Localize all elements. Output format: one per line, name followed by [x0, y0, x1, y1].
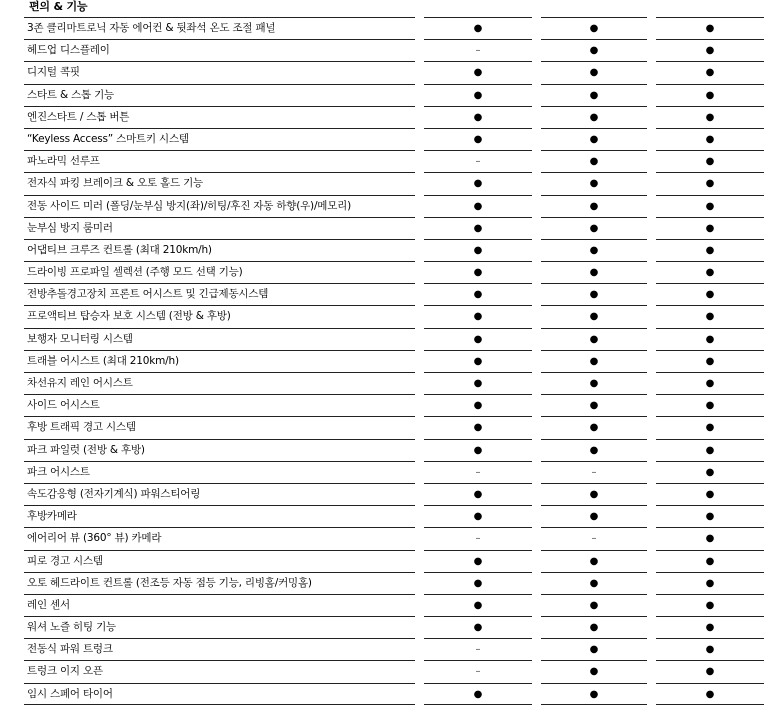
- standard-mark: ●: [424, 61, 532, 83]
- not-available-mark: –: [541, 461, 647, 483]
- table-row: [0, 239, 774, 261]
- standard-mark: ●: [656, 527, 764, 549]
- standard-mark: ●: [656, 439, 764, 461]
- standard-mark: ●: [424, 372, 532, 394]
- standard-mark: ●: [424, 350, 532, 372]
- standard-mark: ●: [656, 550, 764, 572]
- spec-table: [0, 17, 774, 705]
- standard-mark: ●: [424, 106, 532, 128]
- standard-mark: ●: [541, 17, 647, 39]
- not-available-mark: –: [424, 527, 532, 549]
- table-row: [0, 616, 774, 638]
- standard-mark: ●: [541, 195, 647, 217]
- standard-mark: ●: [424, 394, 532, 416]
- not-available-mark: –: [424, 150, 532, 172]
- standard-mark: ●: [424, 217, 532, 239]
- standard-mark: ●: [656, 350, 764, 372]
- not-available-mark: –: [541, 527, 647, 549]
- standard-mark: ●: [424, 128, 532, 150]
- standard-mark: ●: [656, 683, 764, 705]
- table-row: [0, 572, 774, 594]
- feature-label: 사이드 어시스트: [24, 394, 415, 416]
- feature-label: 에어리어 뷰 (360° 뷰) 카메라: [24, 527, 415, 549]
- standard-mark: ●: [541, 106, 647, 128]
- table-row: [0, 106, 774, 128]
- standard-mark: ●: [541, 638, 647, 660]
- standard-mark: ●: [424, 195, 532, 217]
- standard-mark: ●: [541, 217, 647, 239]
- table-row: [0, 660, 774, 682]
- standard-mark: ●: [656, 128, 764, 150]
- feature-label: 헤드업 디스플레이: [24, 39, 415, 61]
- standard-mark: ●: [656, 217, 764, 239]
- feature-label: 전방추돌경고장치 프론트 어시스트 및 긴급제동시스템: [24, 283, 415, 305]
- standard-mark: ●: [656, 150, 764, 172]
- not-available-mark: –: [424, 461, 532, 483]
- feature-label: 엔진스타트 / 스톱 버튼: [24, 106, 415, 128]
- table-row: [0, 550, 774, 572]
- standard-mark: ●: [541, 39, 647, 61]
- table-row: [0, 683, 774, 705]
- standard-mark: ●: [541, 594, 647, 616]
- standard-mark: ●: [541, 128, 647, 150]
- not-available-mark: –: [424, 39, 532, 61]
- feature-label: 어댑티브 크루즈 컨트롤 (최대 210km/h): [24, 239, 415, 261]
- feature-label: 3존 클리마트로닉 자동 에어컨 & 뒷좌석 온도 조절 패널: [24, 17, 415, 39]
- standard-mark: ●: [541, 572, 647, 594]
- standard-mark: ●: [656, 39, 764, 61]
- standard-mark: ●: [424, 17, 532, 39]
- standard-mark: ●: [541, 550, 647, 572]
- standard-mark: ●: [541, 416, 647, 438]
- standard-mark: ●: [424, 84, 532, 106]
- feature-label: 후방카메라: [24, 505, 415, 527]
- table-row: [0, 527, 774, 549]
- table-row: [0, 394, 774, 416]
- standard-mark: ●: [541, 394, 647, 416]
- feature-label: 드라이빙 프로파일 셀렉션 (주행 모드 선택 기능): [24, 261, 415, 283]
- feature-label: 피로 경고 시스템: [24, 550, 415, 572]
- standard-mark: ●: [541, 660, 647, 682]
- standard-mark: ●: [424, 550, 532, 572]
- standard-mark: ●: [656, 106, 764, 128]
- standard-mark: ●: [541, 84, 647, 106]
- standard-mark: ●: [424, 416, 532, 438]
- standard-mark: ●: [541, 61, 647, 83]
- section-title: 편의 & 기능: [29, 0, 88, 13]
- table-row: [0, 195, 774, 217]
- feature-label: “Keyless Access” 스마트키 시스템: [24, 128, 415, 150]
- table-row: [0, 17, 774, 39]
- standard-mark: ●: [541, 350, 647, 372]
- table-row: [0, 505, 774, 527]
- standard-mark: ●: [656, 638, 764, 660]
- standard-mark: ●: [656, 239, 764, 261]
- standard-mark: ●: [656, 17, 764, 39]
- feature-label: 워셔 노즐 히팅 기능: [24, 616, 415, 638]
- table-row: [0, 483, 774, 505]
- standard-mark: ●: [424, 239, 532, 261]
- table-row: [0, 217, 774, 239]
- feature-label: 파크 어시스트: [24, 461, 415, 483]
- standard-mark: ●: [656, 84, 764, 106]
- feature-label: 오토 헤드라이트 컨트롤 (전조등 자동 점등 기능, 리빙홈/커밍홈): [24, 572, 415, 594]
- not-available-mark: –: [424, 638, 532, 660]
- standard-mark: ●: [656, 283, 764, 305]
- feature-label: 트래블 어시스트 (최대 210km/h): [24, 350, 415, 372]
- standard-mark: ●: [541, 505, 647, 527]
- feature-label: 눈부심 방지 룸미러: [24, 217, 415, 239]
- standard-mark: ●: [541, 305, 647, 327]
- table-row: [0, 439, 774, 461]
- table-row: [0, 328, 774, 350]
- standard-mark: ●: [541, 439, 647, 461]
- feature-label: 전자식 파킹 브레이크 & 오토 홀드 기능: [24, 172, 415, 194]
- standard-mark: ●: [656, 461, 764, 483]
- standard-mark: ●: [656, 616, 764, 638]
- standard-mark: ●: [424, 572, 532, 594]
- feature-label: 트렁크 이지 오픈: [24, 660, 415, 682]
- feature-label: 레인 센서: [24, 594, 415, 616]
- standard-mark: ●: [656, 660, 764, 682]
- standard-mark: ●: [656, 483, 764, 505]
- standard-mark: ●: [541, 239, 647, 261]
- standard-mark: ●: [541, 150, 647, 172]
- standard-mark: ●: [656, 195, 764, 217]
- table-row: [0, 128, 774, 150]
- table-row: [0, 594, 774, 616]
- table-row: [0, 61, 774, 83]
- standard-mark: ●: [424, 261, 532, 283]
- feature-label: 디지털 콕핏: [24, 61, 415, 83]
- table-row: [0, 305, 774, 327]
- table-row: [0, 461, 774, 483]
- standard-mark: ●: [541, 483, 647, 505]
- standard-mark: ●: [656, 305, 764, 327]
- feature-label: 속도감응형 (전자기계식) 파워스티어링: [24, 483, 415, 505]
- standard-mark: ●: [656, 61, 764, 83]
- feature-label: 임시 스페어 타이어: [24, 683, 415, 705]
- feature-label: 차선유지 레인 어시스트: [24, 372, 415, 394]
- feature-label: 전동 사이드 미러 (폴딩/눈부심 방지(좌)/히팅/후진 자동 하향(우)/메모리): [24, 195, 415, 217]
- table-row: [0, 416, 774, 438]
- standard-mark: ●: [541, 683, 647, 705]
- table-row: [0, 638, 774, 660]
- standard-mark: ●: [541, 283, 647, 305]
- standard-mark: ●: [541, 172, 647, 194]
- table-row: [0, 261, 774, 283]
- standard-mark: ●: [424, 283, 532, 305]
- feature-label: 파노라믹 선루프: [24, 150, 415, 172]
- standard-mark: ●: [656, 261, 764, 283]
- standard-mark: ●: [424, 172, 532, 194]
- standard-mark: ●: [424, 505, 532, 527]
- table-row: [0, 39, 774, 61]
- standard-mark: ●: [424, 305, 532, 327]
- standard-mark: ●: [656, 505, 764, 527]
- table-row: [0, 172, 774, 194]
- standard-mark: ●: [424, 439, 532, 461]
- standard-mark: ●: [424, 328, 532, 350]
- standard-mark: ●: [424, 683, 532, 705]
- not-available-mark: –: [424, 660, 532, 682]
- feature-label: 후방 트래픽 경고 시스템: [24, 416, 415, 438]
- feature-label: 보행자 모니터링 시스템: [24, 328, 415, 350]
- standard-mark: ●: [656, 372, 764, 394]
- table-row: [0, 350, 774, 372]
- standard-mark: ●: [541, 328, 647, 350]
- table-row: [0, 283, 774, 305]
- standard-mark: ●: [424, 616, 532, 638]
- feature-label: 프로액티브 탑승자 보호 시스템 (전방 & 후방): [24, 305, 415, 327]
- table-row: [0, 84, 774, 106]
- standard-mark: ●: [656, 328, 764, 350]
- standard-mark: ●: [424, 483, 532, 505]
- standard-mark: ●: [656, 394, 764, 416]
- standard-mark: ●: [541, 261, 647, 283]
- feature-label: 스타트 & 스톱 기능: [24, 84, 415, 106]
- standard-mark: ●: [656, 416, 764, 438]
- standard-mark: ●: [424, 594, 532, 616]
- table-row: [0, 150, 774, 172]
- feature-label: 전동식 파워 트렁크: [24, 638, 415, 660]
- standard-mark: ●: [656, 594, 764, 616]
- standard-mark: ●: [541, 372, 647, 394]
- standard-mark: ●: [656, 572, 764, 594]
- standard-mark: ●: [541, 616, 647, 638]
- standard-mark: ●: [656, 172, 764, 194]
- feature-label: 파크 파일럿 (전방 & 후방): [24, 439, 415, 461]
- table-row: [0, 372, 774, 394]
